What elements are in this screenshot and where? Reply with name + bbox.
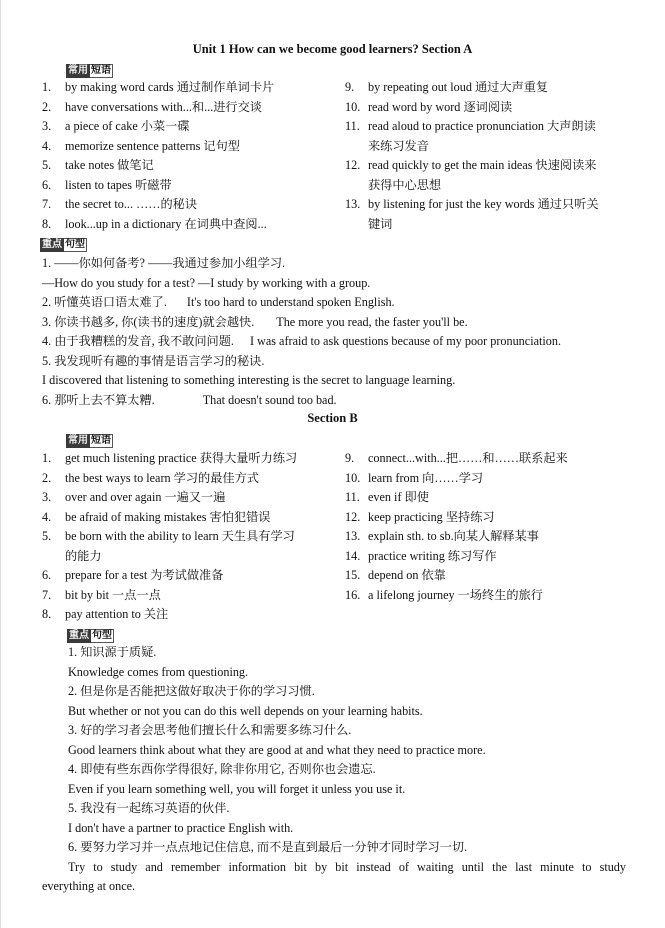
item-number: 3. (42, 490, 52, 504)
item-number: 3. (42, 119, 52, 133)
item-text: learn from 向……学习 (368, 470, 484, 485)
item-text: the best ways to learn 学习的最佳方式 (65, 470, 259, 485)
item-text-continued: 获得中心思想 (368, 177, 442, 192)
item-text: over and over again 一遍又一遍 (65, 490, 226, 504)
sentence-en: The more you read, the faster you'll be. (276, 314, 468, 329)
item-number: 4. (42, 509, 52, 524)
item-number: 14. (345, 548, 361, 563)
sentence-en: But whether or not you can do this well depends on your learning habits. (68, 703, 423, 718)
item-text: memorize sentence patterns 记句型 (65, 138, 240, 153)
item-text: connect...with...把……和……联系起来 (368, 451, 568, 465)
badge-key-sentences-b (67, 627, 114, 643)
sentence-cn: 1. ——你如何备考? ——我通过参加小组学习. (42, 256, 286, 270)
item-number: 10. (345, 99, 361, 114)
item-number: 12. (345, 158, 361, 172)
badge-part2: 短语 (91, 435, 111, 446)
item-number: 4. (42, 138, 52, 153)
item-text: prepare for a test 为考试做准备 (65, 568, 224, 582)
item-text: read aloud to practice pronunciation 大声朗读 (368, 119, 596, 133)
item-text: a lifelong journey 一场终生的旅行 (368, 587, 543, 602)
item-number: 13. (345, 529, 361, 543)
sentence-cn: 3. 你读书越多, 你(读书的速度)就会越快. (42, 314, 255, 329)
item-text: get much listening practice 获得大量听力练习 (65, 451, 298, 465)
sentence-en: Try to study and remember information bit by bit instead of waiting until the last minute to study (68, 859, 626, 874)
badge-part1: 重点 (69, 630, 89, 641)
item-text: have conversations with...和...进行交谈 (65, 99, 262, 114)
badge-part2: 句型 (92, 630, 112, 641)
sentence-cn: 4. 即使有些东西你学得很好, 除非你用它, 否则你也会遗忘. (68, 762, 376, 776)
item-text: read word by word 逐词阅读 (368, 99, 513, 114)
item-text-continued: 来练习发音 (368, 138, 429, 153)
item-text: depend on 依靠 (368, 568, 446, 582)
item-text: listen to tapes 听磁带 (65, 177, 172, 192)
item-number: 9. (345, 451, 355, 465)
sentence-pair (42, 332, 561, 352)
page-title: Unit 1 How can we become good learners? Section A (192, 42, 473, 56)
badge-part2: 句型 (65, 239, 85, 250)
sentence-cn: 4. 由于我糟糕的发音, 我不敢问问题. (42, 334, 234, 348)
item-number: 1. (42, 451, 52, 465)
badge-part2: 短语 (91, 65, 111, 76)
sentence-en: —How do you study for a test? —I study by working with a group. (42, 275, 371, 290)
sentence-en-continued: everything at once. (42, 879, 136, 893)
badge-part1: 常用 (68, 65, 88, 76)
sentence-pair (42, 313, 468, 333)
item-text: bit by bit 一点一点 (65, 587, 161, 602)
badge-common-phrases-a (66, 62, 113, 78)
item-text-continued: 的能力 (65, 548, 102, 563)
sentence-en: Even if you learn something well, you will forget it unless you use it. (68, 781, 406, 796)
item-text: explain sth. to sb.向某人解释某事 (368, 529, 539, 543)
sentence-cn: 1. 知识源于质疑. (68, 645, 157, 659)
sentence-cn: 2. 听懂英语口语太难了. (42, 295, 167, 309)
sentence-pair (42, 391, 337, 411)
item-number: 16. (345, 587, 361, 602)
item-number: 10. (345, 470, 361, 485)
sentence-en: I discovered that listening to something interesting is the secret to language learning. (42, 373, 456, 387)
item-text: look...up in a dictionary 在词典中查阅... (65, 216, 267, 231)
item-text: by listening for just the key words 通过只听关 (368, 197, 599, 211)
item-number: 11. (345, 490, 360, 504)
item-number: 8. (42, 607, 52, 621)
item-number: 8. (42, 216, 52, 231)
section-b-heading: Section B (307, 411, 358, 425)
sentence-cn: 6. 要努力学习并一点点地记住信息, 而不是直到最后一分钟才同时学习一切. (68, 840, 468, 854)
sentence-cn: 5. 我发现听有趣的事情是语言学习的秘诀. (42, 353, 265, 368)
sentence-en: I was afraid to ask questions because of my poor pronunciation. (249, 334, 561, 348)
badge-part1: 重点 (42, 239, 62, 250)
sentence-cn: 6. 那听上去不算太糟. (42, 392, 155, 407)
item-number: 12. (345, 509, 361, 524)
sentence-pair (42, 293, 395, 313)
item-text: keep practicing 坚持练习 (368, 509, 495, 524)
badge-part1: 常用 (68, 435, 88, 446)
item-text: be born with the ability to learn 天生具有学习 (65, 529, 295, 543)
item-number: 7. (42, 587, 52, 602)
sentence-cn: 5. 我没有一起练习英语的伙伴. (68, 801, 230, 815)
item-text: read quickly to get the main ideas 快速阅读来 (368, 158, 597, 172)
item-number: 7. (42, 197, 52, 211)
item-text: take notes 做笔记 (65, 158, 154, 172)
item-text: the secret to... ……的秘诀 (65, 197, 198, 211)
item-text: be afraid of making mistakes 害怕犯错误 (65, 509, 271, 524)
badge-common-phrases-b (66, 432, 113, 448)
item-number: 2. (42, 470, 52, 485)
item-text-continued: 键词 (368, 216, 393, 231)
item-text: pay attention to 关注 (65, 607, 169, 621)
item-number: 2. (42, 99, 52, 114)
item-number: 13. (345, 197, 361, 211)
item-text: a piece of cake 小菜一碟 (65, 119, 190, 133)
sentence-en: Knowledge comes from questioning. (68, 664, 249, 679)
item-number: 11. (345, 119, 360, 133)
item-number: 5. (42, 158, 52, 172)
sentence-en: Good learners think about what they are good at and what they need to practice more. (68, 742, 486, 757)
item-number: 6. (42, 568, 52, 582)
item-number: 1. (42, 80, 52, 94)
item-text: even if 即使 (368, 490, 429, 504)
sentence-cn: 3. 好的学习者会思考他们擅长什么和需要多练习什么. (68, 723, 352, 737)
sentence-en: It's too hard to understand spoken English. (186, 295, 395, 309)
item-number: 6. (42, 177, 52, 192)
sentence-cn: 2. 但是你是否能把这做好取决于你的学习习惯. (68, 684, 315, 698)
item-text: by repeating out loud 通过大声重复 (368, 80, 549, 94)
item-text: practice writing 练习写作 (368, 548, 497, 563)
sentence-en: I don't have a partner to practice English with. (68, 820, 294, 835)
item-number: 15. (345, 568, 361, 582)
page-edge (0, 0, 1, 928)
item-text: by making word cards 通过制作单词卡片 (65, 80, 275, 94)
badge-key-sentences-a (40, 236, 87, 252)
sentence-en: That doesn't sound too bad. (202, 392, 337, 407)
item-number: 9. (345, 80, 355, 94)
item-number: 5. (42, 529, 52, 543)
